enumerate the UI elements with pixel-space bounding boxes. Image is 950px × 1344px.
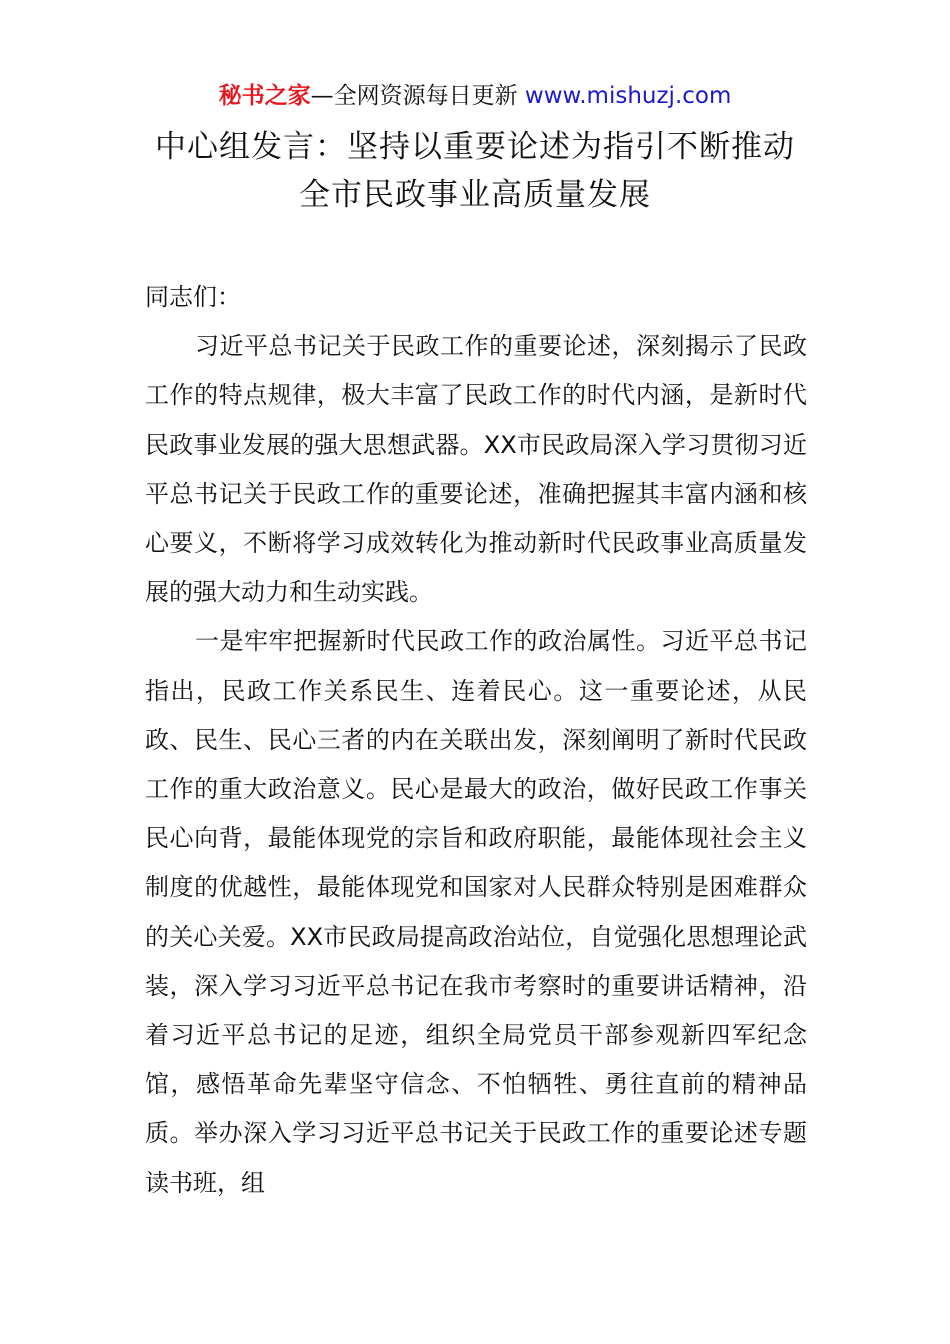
document-body — [145, 273, 807, 1208]
document-title-line-1: 中心组发言：坚持以重要论述为指引不断推动 — [155, 129, 795, 165]
paragraph-point-one: 一是牢牢把握新时代民政工作的政治属性。习近平总书记指出，民政工作关系民生、连着民心。这一重要论述，从民政、民生、民心三者的内在关联出发，深刻阐明了新时代民政工作的重大政治意义。民心是最大的政治，做好民政工作事关民心向背，最能体现党的宗旨和政府职能，最能体现社会主义制度的优越性，最能体现党和国家对人民群众特别是困难群众的关心关爱。XX市民政局提高政治站位，自觉强化思想理论武装，深入学习习近平总书记在我市考察时的重要讲话精神，沿着习近平总书记的足迹，组织全局党员干部参观新四军纪念馆，感悟革命先辈坚守信念、不怕牺牲、勇往直前的精神品质。举办深入学习习近平总书记关于民政工作的重要论述专题读书班，组 — [145, 627, 807, 1197]
salutation: 同志们： — [145, 283, 241, 311]
site-header — [0, 80, 950, 112]
site-url-link[interactable]: www.mishuzj.com — [524, 83, 732, 109]
site-tagline: —全网资源每日更新 — [310, 83, 518, 109]
document-title-line-2: 全市民政事业高质量发展 — [299, 177, 651, 213]
site-name: 秘书之家 — [218, 83, 311, 109]
paragraph-intro: 习近平总书记关于民政工作的重要论述，深刻揭示了民政工作的特点规律，极大丰富了民政工作的时代内涵，是新时代民政事业发展的强大思想武器。XX市民政局深入学习贯彻习近平总书记关于民政工作的重要论述，准确把握其丰富内涵和核心要义，不断将学习成效转化为推动新时代民政事业高质量发展的强大动力和生动实践。 — [145, 332, 807, 607]
